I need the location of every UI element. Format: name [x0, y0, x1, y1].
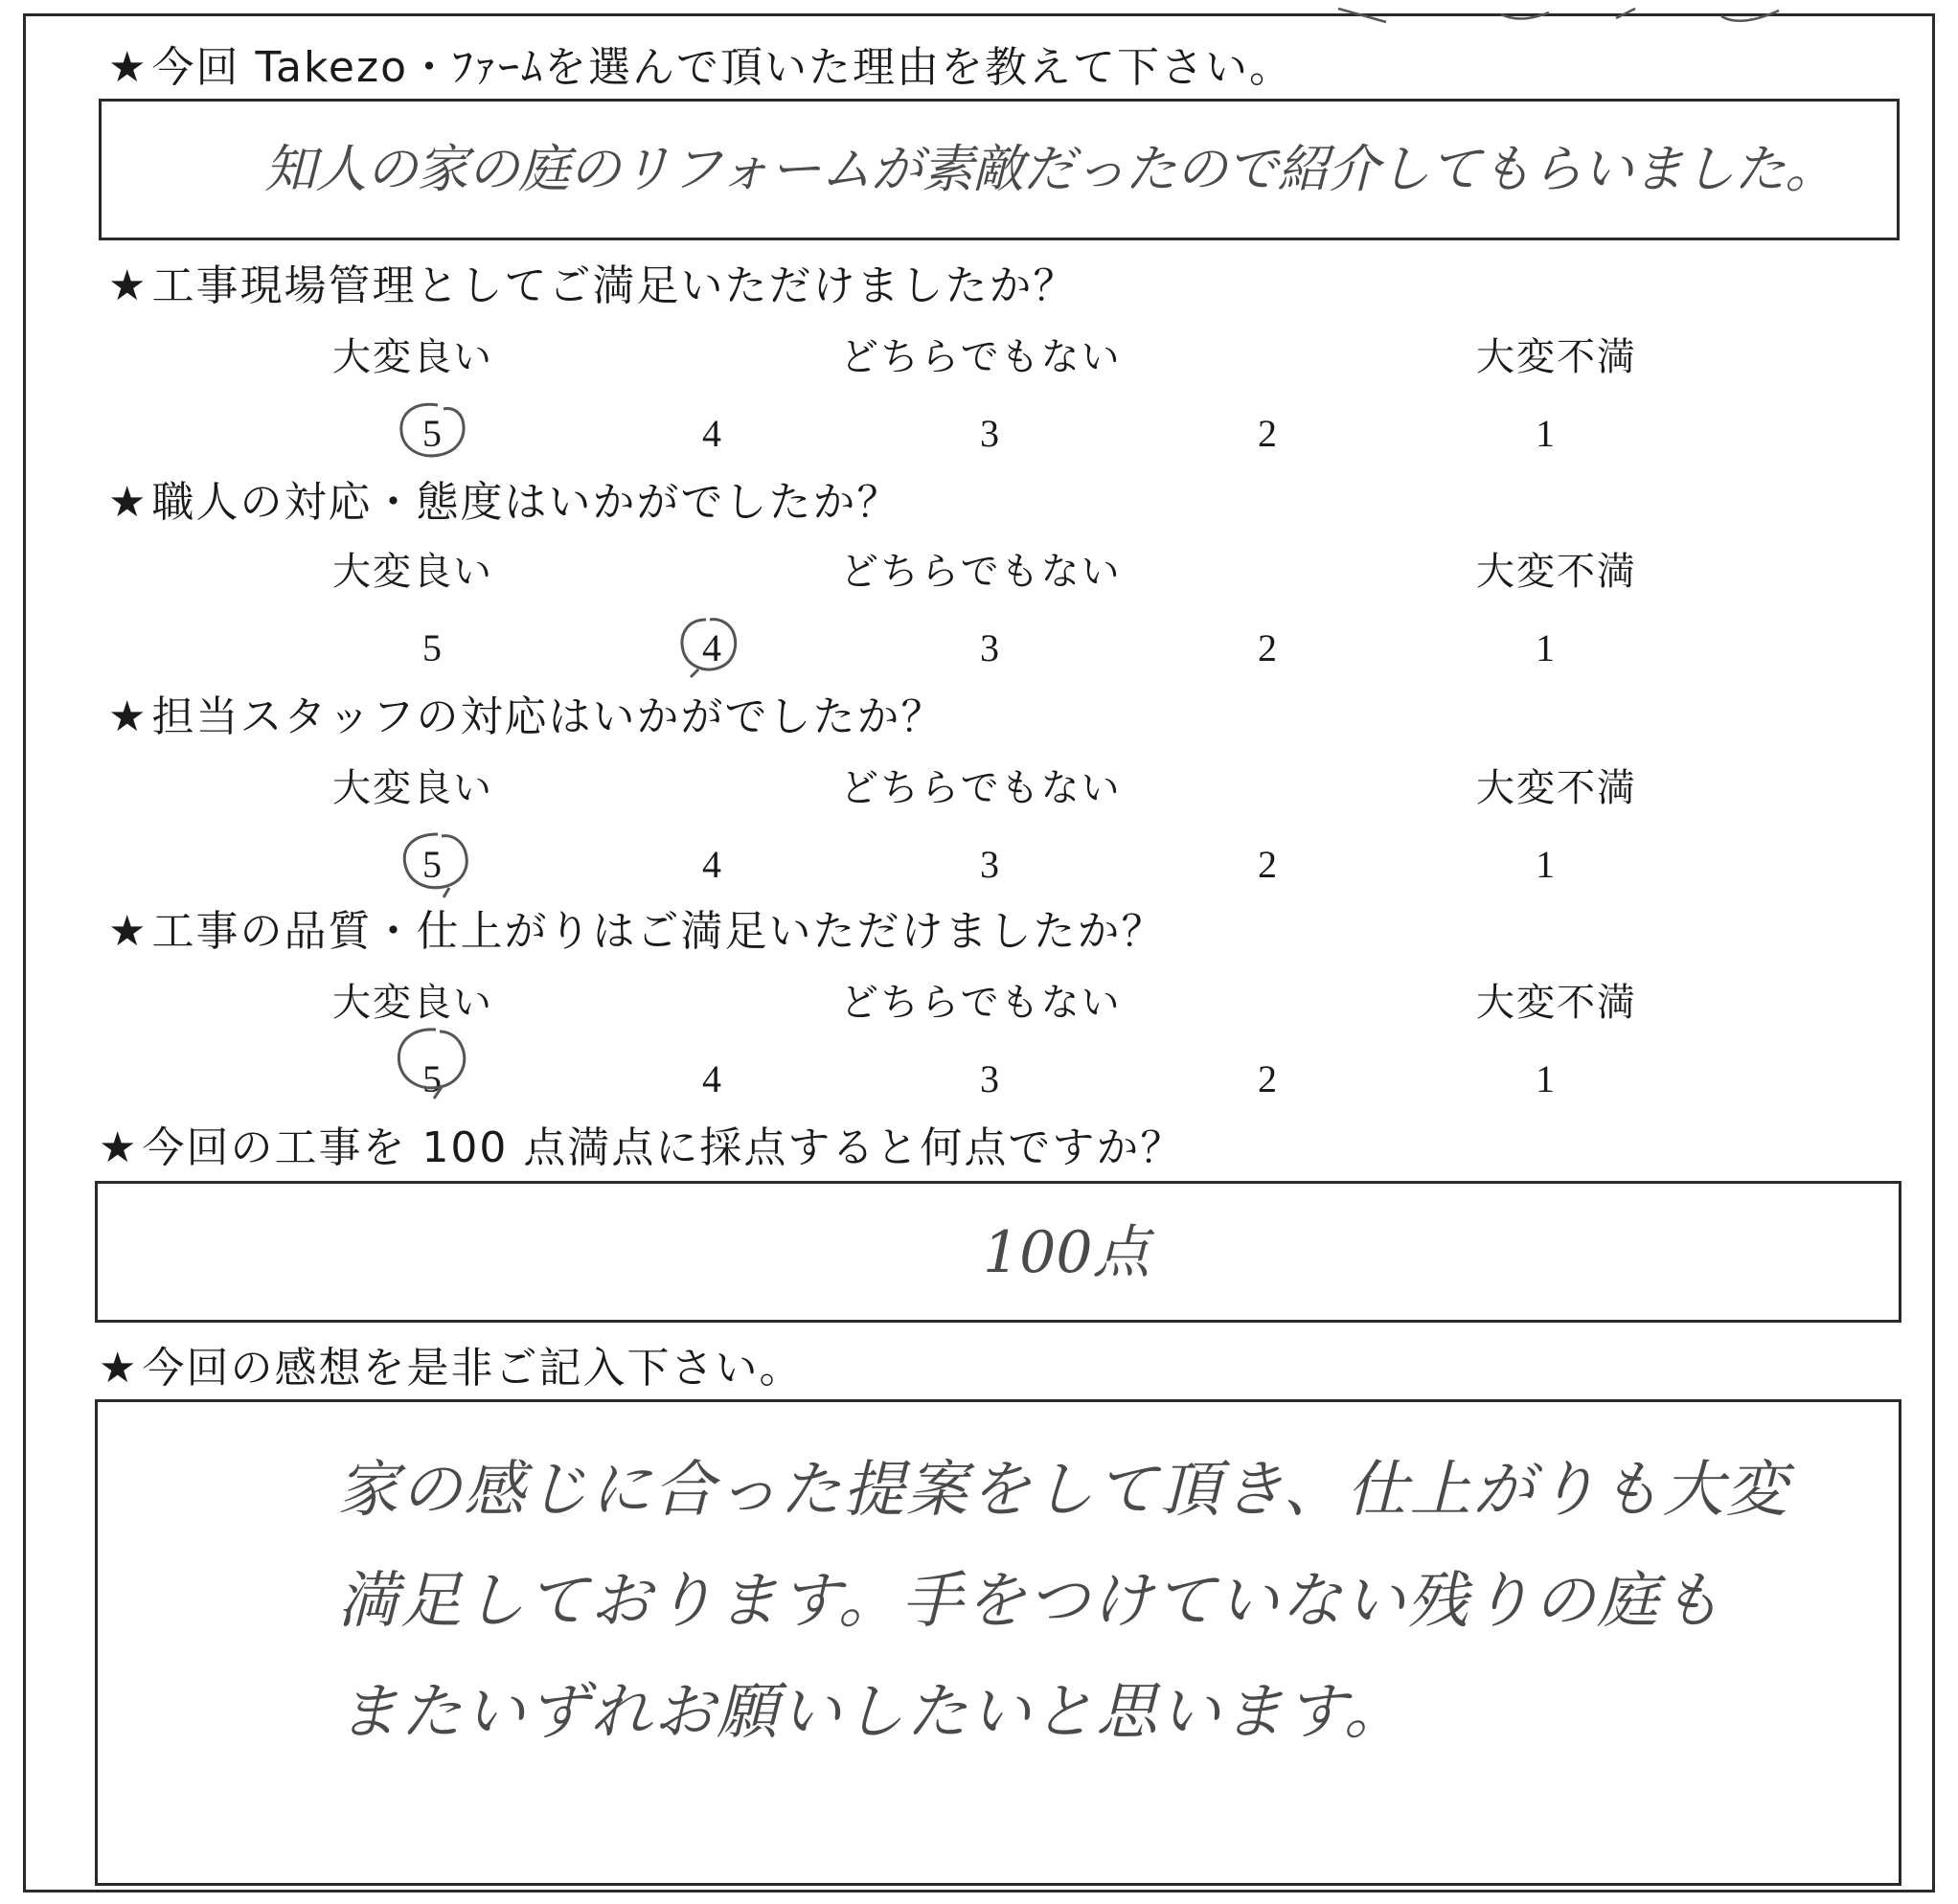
- question-score: [99, 1123, 1185, 1172]
- question-text: 工事の品質・仕上がりはご満足いただけましたか？: [151, 907, 1166, 956]
- rating-4[interactable]: 4: [702, 626, 721, 669]
- question-text: 担当スタッフの対応はいかがでしたか？: [151, 692, 945, 741]
- star-icon: ★: [108, 478, 148, 527]
- rating-5[interactable]: 5: [422, 412, 442, 455]
- rating-4[interactable]: 4: [702, 843, 721, 886]
- question-text: 今回の工事を 100 点満点に採点すると何点ですか？: [142, 1123, 1185, 1172]
- rating-2[interactable]: 2: [1258, 626, 1277, 669]
- answer-box-reason: [99, 99, 1900, 240]
- star-icon: ★: [108, 907, 148, 956]
- handwritten-reason: 知人の家の庭のリフォームが素敵だったので紹介してもらいました。: [264, 139, 1836, 199]
- answer-box-impressions: [95, 1399, 1901, 1886]
- handwritten-impressions-line-2: 満足しております。手をつけていない残りの庭も: [337, 1566, 1723, 1637]
- scale-label-neutral: どちらでもない: [840, 981, 1122, 1025]
- star-icon: ★: [99, 1344, 139, 1393]
- question-text: 職人の対応・態度はいかがでしたか？: [151, 478, 901, 527]
- rating-3[interactable]: 3: [980, 412, 999, 455]
- star-icon: ★: [108, 692, 148, 741]
- rating-4[interactable]: 4: [702, 1057, 721, 1100]
- question-quality: [108, 907, 1166, 956]
- scale-label-neutral: どちらでもない: [840, 550, 1122, 594]
- question-impressions: [99, 1344, 804, 1393]
- handwritten-impressions-line-3: またいずれお願いしたいと思います。: [337, 1677, 1407, 1748]
- scale-label-neutral: どちらでもない: [840, 335, 1122, 379]
- rating-3[interactable]: 3: [980, 626, 999, 669]
- rating-5[interactable]: 5: [422, 843, 442, 886]
- star-icon: ★: [108, 261, 148, 310]
- answer-box-score: [95, 1181, 1901, 1323]
- rating-2[interactable]: 2: [1258, 843, 1277, 886]
- scale-label-good: 大変良い: [332, 766, 493, 810]
- star-icon: ★: [108, 43, 148, 92]
- scale-label-bad: 大変不満: [1476, 335, 1637, 379]
- question-craftsmen: [108, 478, 901, 527]
- question-reason: [108, 43, 1293, 92]
- top-scribble: [1329, 5, 1827, 34]
- rating-3[interactable]: 3: [980, 843, 999, 886]
- question-text: 工事現場管理としてご満足いただけましたか？: [151, 261, 1078, 310]
- star-icon: ★: [99, 1123, 139, 1172]
- scale-label-bad: 大変不満: [1476, 766, 1637, 810]
- rating-1[interactable]: 1: [1536, 412, 1555, 455]
- handwritten-impressions-line-1: 家の感じに合った提案をして頂き、仕上がりも大変: [337, 1455, 1789, 1526]
- survey-sheet: [23, 13, 1935, 1893]
- scale-label-bad: 大変不満: [1476, 550, 1637, 594]
- scale-label-good: 大変良い: [332, 335, 493, 379]
- rating-2[interactable]: 2: [1258, 412, 1277, 455]
- rating-4[interactable]: 4: [702, 412, 721, 455]
- rating-5[interactable]: 5: [422, 1057, 442, 1100]
- handwritten-score: 100点: [983, 1219, 1150, 1286]
- rating-5[interactable]: 5: [422, 626, 442, 669]
- question-text: 今回 Takezo・ﾌｧｰﾑを選んで頂いた理由を教えて下さい。: [151, 43, 1293, 92]
- rating-1[interactable]: 1: [1536, 626, 1555, 669]
- rating-3[interactable]: 3: [980, 1057, 999, 1100]
- rating-1[interactable]: 1: [1536, 1057, 1555, 1100]
- question-text: 今回の感想を是非ご記入下さい。: [142, 1344, 804, 1393]
- scale-label-neutral: どちらでもない: [840, 766, 1122, 810]
- rating-2[interactable]: 2: [1258, 1057, 1277, 1100]
- question-site-management: [108, 261, 1078, 310]
- question-staff: [108, 692, 945, 741]
- scale-label-good: 大変良い: [332, 550, 493, 594]
- rating-1[interactable]: 1: [1536, 843, 1555, 886]
- scale-label-good: 大変良い: [332, 981, 493, 1025]
- scale-label-bad: 大変不満: [1476, 981, 1637, 1025]
